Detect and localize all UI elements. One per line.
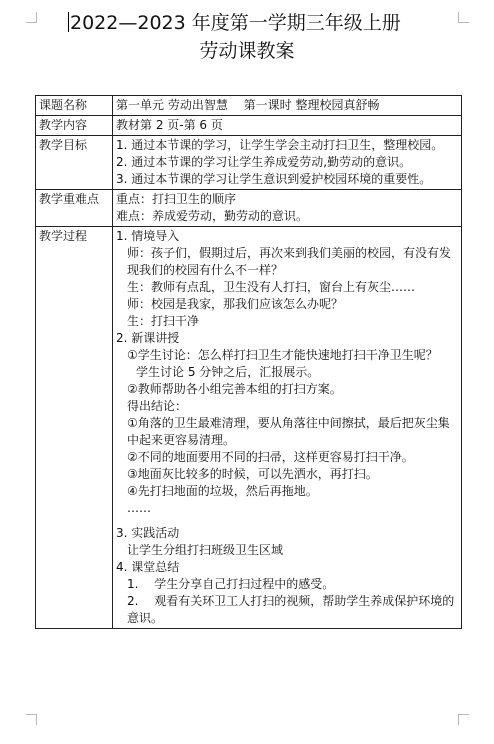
document-title-line-2: 劳动课教案 — [199, 40, 295, 62]
label-topic: 课题名称 — [36, 96, 113, 116]
goal-item: 2. 通过本节课的学习让学生养成爱劳动,勤劳动的意识。 — [116, 155, 412, 169]
page-corner-mark-bottom-right — [458, 714, 469, 725]
value-keypoints — [113, 190, 462, 227]
label-process: 教学过程 — [36, 227, 113, 629]
row-keypoints — [36, 190, 462, 227]
process-heading: 3. 实践活动 — [116, 526, 180, 540]
goal-item: 3. 通过本节课的学习让学生意识到爱护校园环境的重要性。 — [116, 172, 432, 186]
process-heading: 4. 课堂总结 — [116, 560, 180, 574]
process-heading: 2. 新课讲授 — [116, 331, 180, 345]
text-cursor — [68, 12, 69, 32]
goal-item: 1. 通过本节课的学习，让学生学会主动打扫卫生，整理校园。 — [116, 138, 444, 152]
title-text-1: 2022—2023 年度第一学期三年级上册 — [70, 12, 401, 34]
process-heading: 1. 情境导入 — [116, 229, 180, 243]
label-content: 教学内容 — [36, 116, 113, 136]
row-process — [36, 227, 462, 629]
process-line: 师：孩子们，假期过后，再次来到我们美丽的校园，有没有发现我们的校园有什么不一样？ — [127, 246, 452, 277]
page-corner-mark-bottom-left — [26, 714, 37, 725]
process-line: 生：打扫干净 — [127, 314, 200, 328]
process-line: 让学生分组打扫班级卫生区域 — [127, 543, 284, 557]
process-line: 2. 观看有关环卫工人打扫的视频，帮助学生养成保护环境的意识。 — [127, 594, 455, 625]
page-corner-mark-top-left — [26, 12, 37, 23]
process-line: ③地面灰比较多的时候，可以先洒水，再打扫。 — [127, 467, 378, 481]
label-keypoints: 教学重难点 — [36, 190, 113, 227]
process-line: ①学生讨论：怎么样打扫卫生才能快速地打扫干净卫生呢？ — [127, 348, 438, 362]
value-goals — [113, 136, 462, 190]
process-line: 得出结论： — [127, 399, 188, 413]
row-content — [36, 116, 462, 136]
label-goals: 教学目标 — [36, 136, 113, 190]
lesson-plan-table — [35, 95, 462, 629]
process-line: ①角落的卫生最难清理，要从角落往中间擦拭，最后把灰尘集中起来更容易清理。 — [127, 416, 450, 447]
process-line: ②教师帮助各小组完善本组的打扫方案。 — [127, 382, 342, 396]
row-goals — [36, 136, 462, 190]
process-line: 1. 学生分享自己打扫过程中的感受。 — [127, 577, 335, 591]
row-topic — [36, 96, 462, 116]
value-topic: 第一单元 劳动出智慧 第一课时 整理校园真舒畅 — [113, 96, 462, 116]
process-line: 师：校园是我家，那我们应该怎么办呢？ — [127, 297, 344, 311]
value-process — [113, 227, 462, 629]
process-line: ④先打扫地面的垃圾，然后再拖地。 — [127, 484, 318, 498]
document-title-line-1[interactable] — [68, 10, 438, 36]
process-ellipsis: …… — [127, 501, 151, 515]
keypoint-item: 难点：养成爱劳动，勤劳动的意识。 — [116, 209, 309, 223]
process-line: 生：教师有点乱，卫生没有人打扫，窗台上有灰尘…… — [127, 280, 416, 294]
process-line: ②不同的地面要用不同的扫帚，这样更容易打扫干净。 — [127, 450, 414, 464]
process-line: 学生讨论 5 分钟之后，汇报展示。 — [136, 365, 320, 379]
spacer — [116, 517, 458, 525]
value-content: 教材第 2 页-第 6 页 — [113, 116, 462, 136]
page-corner-mark-top-right — [458, 12, 469, 23]
keypoint-item: 重点：打扫卫生的顺序 — [116, 192, 237, 206]
